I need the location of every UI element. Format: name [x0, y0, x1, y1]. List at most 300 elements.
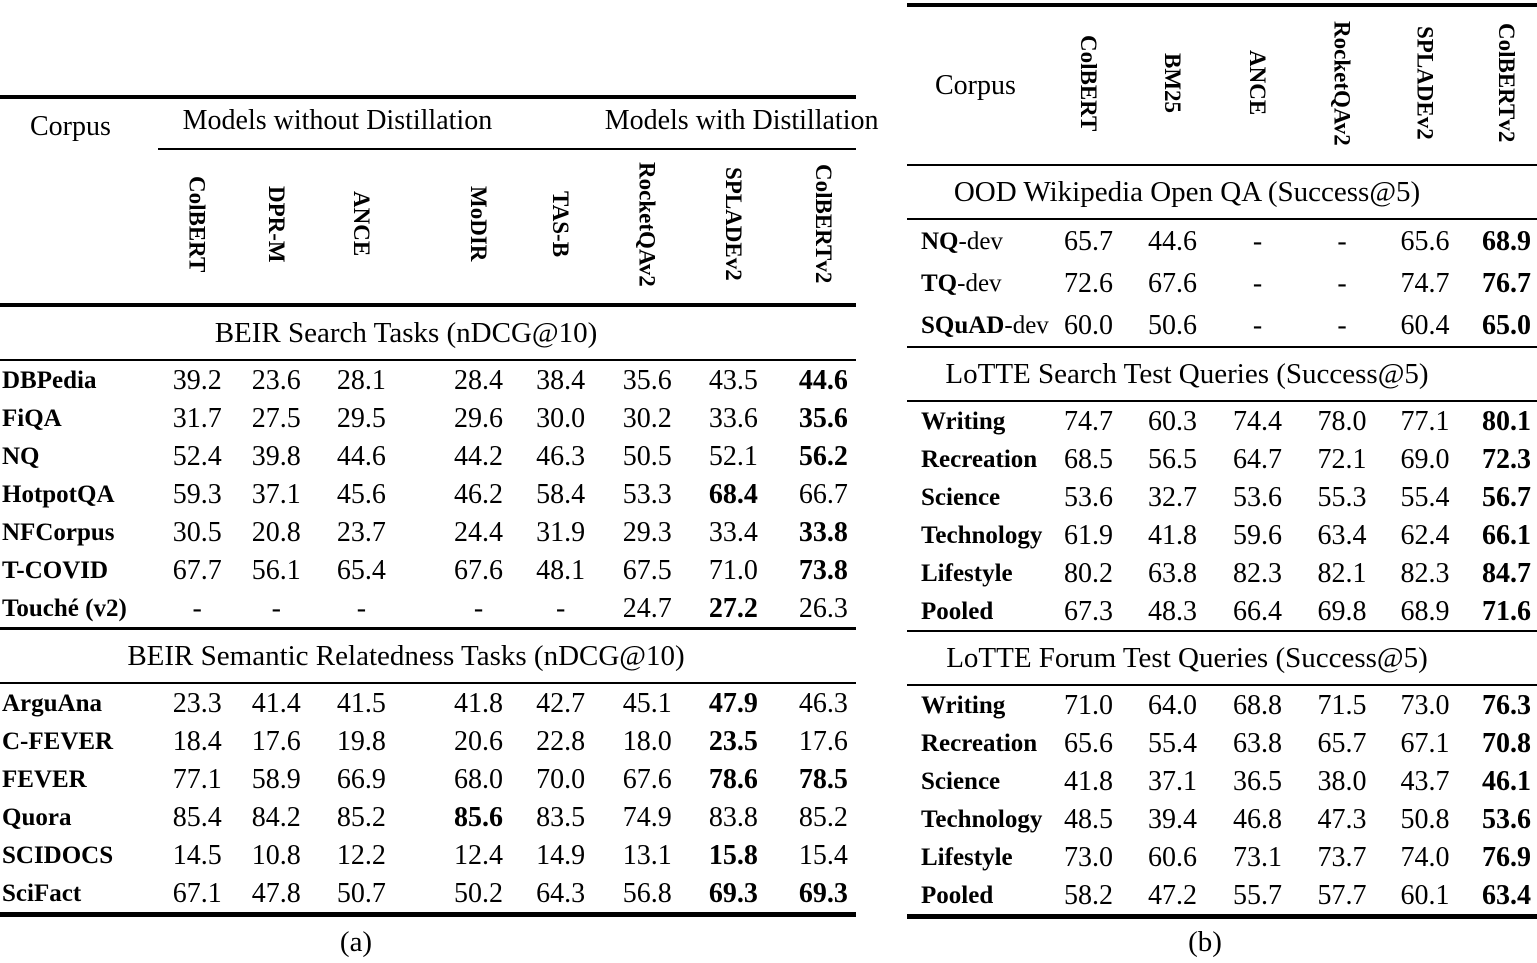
value-cell: 38.0: [1317, 765, 1367, 797]
value-cell: -: [1337, 309, 1347, 341]
value-cell: 60.4: [1400, 309, 1450, 341]
value-cell: 58.4: [536, 478, 586, 510]
value-cell: 58.9: [251, 763, 301, 795]
value-cell: 73.0: [1064, 841, 1113, 873]
value-cell: 23.5: [708, 725, 758, 757]
value-cell: 63.8: [1233, 727, 1282, 759]
table-row: [907, 440, 1537, 478]
value-cell: 71.6: [1482, 595, 1531, 627]
value-cell: 56.2: [798, 440, 848, 472]
value-cell: 17.6: [798, 725, 848, 757]
value-cell: 30.2: [622, 402, 672, 434]
value-cell: 70.8: [1482, 727, 1531, 759]
value-cell: 83.8: [708, 801, 758, 833]
value-cell: 67.6: [453, 554, 503, 586]
row-label: C-FEVER: [2, 727, 114, 755]
value-cell: 61.9: [1064, 519, 1113, 551]
row-label: T-COVID: [2, 556, 109, 584]
value-cell: 82.3: [1400, 557, 1450, 589]
table-row: [0, 475, 856, 513]
value-cell: 66.7: [798, 478, 848, 510]
value-cell: 73.7: [1317, 841, 1367, 873]
value-cell: 13.1: [622, 839, 672, 871]
row-label: [907, 304, 1047, 347]
value-cell: 74.4: [1233, 405, 1282, 437]
model-column-label: RocketQAv2: [634, 161, 660, 287]
value-cell: 85.2: [336, 801, 386, 833]
value-cell: 68.9: [1482, 225, 1531, 257]
value-cell: 50.7: [336, 877, 386, 909]
value-cell: 64.7: [1233, 443, 1282, 475]
row-label: Recreation: [921, 729, 1038, 757]
value-cell: 39.4: [1148, 803, 1197, 835]
value-cell: 45.6: [336, 478, 386, 510]
value-cell: 44.6: [336, 440, 386, 472]
model-column-label: SPLADEv2: [720, 167, 746, 281]
group-header: Models with Distillation: [605, 99, 856, 149]
value-cell: 55.7: [1233, 879, 1282, 911]
row-label: NQ: [2, 442, 40, 470]
value-cell: 14.9: [536, 839, 586, 871]
value-cell: 63.4: [1482, 879, 1531, 911]
value-cell: 23.3: [172, 687, 222, 719]
value-cell: 20.6: [453, 725, 503, 757]
value-cell: 66.1: [1482, 519, 1531, 551]
value-cell: 74.0: [1400, 841, 1450, 873]
value-cell: 76.3: [1482, 689, 1531, 721]
table-row: [0, 513, 856, 551]
row-label: Pooled: [921, 597, 994, 625]
value-cell: 48.3: [1148, 595, 1197, 627]
model-column-header: [1466, 7, 1537, 165]
results-table-a: [0, 95, 879, 917]
model-column-header: [1384, 7, 1466, 165]
value-cell: 15.4: [798, 839, 848, 871]
value-cell: 20.8: [251, 516, 301, 548]
value-cell: 24.7: [622, 592, 672, 624]
row-label-bold: SQuAD: [921, 311, 1005, 339]
model-column-header: [777, 149, 856, 305]
table-row: [0, 760, 856, 798]
value-cell: 44.6: [1148, 225, 1197, 257]
section-title-row: [0, 305, 856, 360]
row-label: SciFact: [2, 879, 82, 907]
table-row: [907, 762, 1537, 800]
value-cell: 47.8: [251, 877, 301, 909]
value-cell: 27.2: [708, 592, 758, 624]
table-row: [907, 685, 1537, 724]
section-title: OOD Wikipedia Open QA (Success@5): [907, 165, 1537, 219]
value-cell: 24.4: [453, 516, 503, 548]
value-cell: 31.7: [172, 402, 222, 434]
value-cell: 31.9: [536, 516, 586, 548]
row-label: NFCorpus: [2, 518, 115, 546]
value-cell: 55.4: [1148, 727, 1197, 759]
value-cell: 14.5: [172, 839, 222, 871]
value-cell: 50.6: [1148, 309, 1197, 341]
value-cell: 10.8: [251, 839, 301, 871]
model-header-row: [907, 7, 1537, 165]
corpus-column-header: Corpus: [30, 111, 111, 142]
table-row: [0, 836, 856, 874]
model-column-label: ColBERTv2: [1494, 23, 1519, 143]
value-cell: 46.2: [453, 478, 503, 510]
beir-results-table: [0, 99, 879, 912]
section-title: BEIR Semantic Relatedness Tasks (nDCG@10): [0, 629, 856, 684]
value-cell: 67.1: [1400, 727, 1450, 759]
row-label: Lifestyle: [921, 559, 1013, 587]
value-cell: 26.3: [798, 592, 848, 624]
model-column-header: [690, 149, 777, 305]
value-cell: -: [271, 592, 281, 624]
table-row: [0, 399, 856, 437]
group-header: Models without Distillation: [158, 99, 605, 149]
row-label: Recreation: [921, 445, 1038, 473]
value-cell: 65.7: [1064, 225, 1113, 257]
value-cell: 55.4: [1400, 481, 1450, 513]
value-cell: 41.8: [453, 687, 503, 719]
table-row: [907, 516, 1537, 554]
model-column-label: ColBERTv2: [810, 164, 836, 284]
value-cell: 23.6: [251, 364, 301, 396]
table-row: [907, 554, 1537, 592]
value-cell: -: [192, 592, 202, 624]
value-cell: 65.7: [1317, 727, 1367, 759]
row-label: Pooled: [921, 881, 994, 909]
value-cell: 65.4: [336, 554, 386, 586]
value-cell: 67.5: [622, 554, 672, 586]
row-label: Quora: [2, 803, 72, 831]
value-cell: 68.0: [453, 763, 503, 795]
value-cell: 68.9: [1400, 595, 1450, 627]
value-cell: 60.0: [1064, 309, 1113, 341]
value-cell: 23.7: [336, 516, 386, 548]
value-cell: 50.8: [1400, 803, 1450, 835]
value-cell: 19.8: [336, 725, 386, 757]
value-cell: 77.1: [1400, 405, 1450, 437]
row-label: Science: [921, 767, 1001, 795]
value-cell: 65.6: [1400, 225, 1450, 257]
value-cell: 65.0: [1482, 309, 1531, 341]
model-column-label: DPR-M: [263, 185, 289, 263]
row-label: Science: [921, 483, 1001, 511]
caption-a: (a): [339, 926, 373, 958]
row-label: [907, 262, 1047, 304]
row-label: ArguAna: [2, 689, 103, 717]
value-cell: -: [1337, 225, 1347, 257]
model-column-header: [517, 149, 605, 305]
section-title: LoTTE Search Test Queries (Success@5): [907, 347, 1537, 401]
value-cell: 76.9: [1482, 841, 1531, 873]
value-cell: 84.2: [251, 801, 301, 833]
value-cell: 58.2: [1064, 879, 1113, 911]
row-label: [907, 219, 1047, 262]
value-cell: 36.5: [1233, 765, 1282, 797]
value-cell: 33.4: [708, 516, 758, 548]
value-cell: 72.3: [1482, 443, 1531, 475]
caption-b: (b): [1188, 926, 1222, 958]
model-column-label: MoDIR: [465, 186, 491, 262]
value-cell: 46.8: [1233, 803, 1282, 835]
value-cell: 44.2: [453, 440, 503, 472]
value-cell: 32.7: [1148, 481, 1197, 513]
value-cell: 56.5: [1148, 443, 1197, 475]
header-group-row: [0, 99, 856, 149]
row-label: Writing: [921, 691, 1006, 719]
value-cell: 74.9: [622, 801, 672, 833]
value-cell: -: [356, 592, 367, 624]
value-cell: 44.6: [798, 364, 848, 396]
value-cell: 72.1: [1317, 443, 1367, 475]
row-label-suffix: -dev: [957, 269, 1002, 297]
value-cell: -: [1337, 267, 1347, 299]
value-cell: 33.8: [798, 516, 848, 548]
value-cell: -: [473, 592, 484, 624]
row-label: HotpotQA: [2, 480, 115, 508]
value-cell: 52.4: [172, 440, 222, 472]
value-cell: 12.2: [336, 839, 386, 871]
value-cell: 65.6: [1064, 727, 1113, 759]
value-cell: 82.3: [1233, 557, 1282, 589]
table-row: [907, 592, 1537, 631]
value-cell: 85.4: [172, 801, 222, 833]
value-cell: 47.2: [1148, 879, 1197, 911]
table-row: [0, 551, 856, 589]
value-cell: 73.8: [798, 554, 848, 586]
section-title: BEIR Search Tasks (nDCG@10): [0, 305, 856, 360]
value-cell: 85.6: [453, 801, 503, 833]
row-label: FiQA: [2, 404, 62, 432]
results-table-b: [907, 3, 1537, 919]
table-row: [907, 800, 1537, 838]
value-cell: 60.1: [1400, 879, 1450, 911]
value-cell: 50.5: [622, 440, 672, 472]
value-cell: 60.6: [1148, 841, 1197, 873]
table-row: [0, 798, 856, 836]
corpus-column-header: Corpus: [907, 7, 1047, 165]
value-cell: 37.1: [251, 478, 301, 510]
value-cell: 38.4: [536, 364, 586, 396]
table-row: [0, 722, 856, 760]
value-cell: 78.5: [798, 763, 848, 795]
value-cell: 62.4: [1400, 519, 1450, 551]
row-label: DBPedia: [2, 366, 97, 394]
value-cell: 68.5: [1064, 443, 1113, 475]
value-cell: 47.9: [708, 687, 758, 719]
value-cell: 46.3: [798, 687, 848, 719]
value-cell: 41.5: [336, 687, 386, 719]
value-cell: 28.1: [336, 364, 386, 396]
value-cell: 30.5: [172, 516, 222, 548]
value-cell: 41.8: [1148, 519, 1197, 551]
section-title-row: [907, 631, 1537, 685]
model-column-label: ColBERT: [184, 175, 210, 273]
value-cell: 43.5: [708, 364, 758, 396]
model-column-label: SPLADEv2: [1412, 26, 1438, 140]
value-cell: 67.7: [172, 554, 222, 586]
value-cell: 63.8: [1148, 557, 1197, 589]
model-column-label: TAS-B: [548, 190, 574, 258]
table-row: [907, 219, 1537, 262]
table-row: [907, 876, 1537, 914]
value-cell: 28.4: [453, 364, 503, 396]
value-cell: 52.1: [708, 440, 758, 472]
table-row: [907, 304, 1537, 347]
value-cell: 37.1: [1148, 765, 1197, 797]
table-row: [0, 437, 856, 475]
value-cell: 83.5: [536, 801, 586, 833]
value-cell: 30.0: [536, 402, 586, 434]
row-label-suffix: -dev: [1004, 311, 1049, 339]
value-cell: 67.6: [622, 763, 672, 795]
value-cell: 56.8: [622, 877, 672, 909]
value-cell: 66.9: [336, 763, 386, 795]
value-cell: 59.6: [1233, 519, 1282, 551]
table-row: [907, 478, 1537, 516]
row-label: Writing: [921, 407, 1006, 435]
value-cell: 35.6: [798, 402, 848, 434]
value-cell: 59.3: [172, 478, 222, 510]
row-label: FEVER: [2, 765, 87, 793]
value-cell: 18.4: [172, 725, 222, 757]
value-cell: 18.0: [622, 725, 672, 757]
value-cell: 60.3: [1148, 405, 1197, 437]
value-cell: 71.5: [1317, 689, 1367, 721]
model-column-label: ANCE: [1245, 50, 1270, 116]
value-cell: 27.5: [251, 402, 301, 434]
value-cell: 64.0: [1148, 689, 1197, 721]
value-cell: 12.4: [453, 839, 503, 871]
model-column-header: [1130, 7, 1215, 165]
model-column-label: BM25: [1160, 52, 1185, 114]
value-cell: 80.1: [1482, 405, 1531, 437]
value-cell: 80.2: [1064, 557, 1113, 589]
value-cell: 50.2: [453, 877, 503, 909]
row-label-bold: TQ: [921, 269, 958, 297]
section-title-row: [907, 165, 1537, 219]
value-cell: 48.1: [536, 554, 586, 586]
model-column-header: [1300, 7, 1384, 165]
value-cell: 84.7: [1482, 557, 1531, 589]
section-title: LoTTE Forum Test Queries (Success@5): [907, 631, 1537, 685]
row-label: Lifestyle: [921, 843, 1013, 871]
table-row: [907, 401, 1537, 440]
value-cell: 73.0: [1400, 689, 1450, 721]
value-cell: 82.1: [1317, 557, 1367, 589]
row-label-suffix: -dev: [958, 227, 1003, 255]
value-cell: 63.4: [1317, 519, 1367, 551]
value-cell: 46.1: [1482, 765, 1531, 797]
lotte-results-table: [907, 7, 1537, 914]
value-cell: 45.1: [622, 687, 672, 719]
value-cell: 67.1: [172, 877, 222, 909]
table-row: [907, 724, 1537, 762]
value-cell: 70.0: [536, 763, 586, 795]
value-cell: 68.8: [1233, 689, 1282, 721]
value-cell: 76.7: [1482, 267, 1531, 299]
model-column-header: [605, 149, 690, 305]
row-label: Technology: [921, 521, 1043, 549]
model-column-header: [158, 149, 236, 305]
value-cell: 41.4: [251, 687, 301, 719]
row-label: SCIDOCS: [2, 841, 114, 869]
section-title-row: [907, 347, 1537, 401]
value-cell: 68.4: [708, 478, 758, 510]
value-cell: -: [1252, 309, 1263, 341]
value-cell: 77.1: [172, 763, 222, 795]
value-cell: 43.7: [1400, 765, 1450, 797]
row-label: Touché (v2): [2, 594, 127, 622]
model-column-header: [236, 149, 316, 305]
value-cell: 53.6: [1482, 803, 1531, 835]
table-row: [907, 838, 1537, 876]
value-cell: 74.7: [1400, 267, 1450, 299]
model-column-header: [1047, 7, 1130, 165]
model-column-header: [316, 149, 406, 305]
value-cell: 71.0: [708, 554, 758, 586]
value-cell: 15.8: [708, 839, 758, 871]
value-cell: 69.0: [1400, 443, 1450, 475]
model-column-header: [1215, 7, 1300, 165]
value-cell: 46.3: [536, 440, 586, 472]
value-cell: 53.3: [622, 478, 672, 510]
table-row: [0, 683, 856, 722]
value-cell: 47.3: [1317, 803, 1367, 835]
value-cell: 33.6: [708, 402, 758, 434]
value-cell: 67.3: [1064, 595, 1113, 627]
value-cell: 74.7: [1064, 405, 1113, 437]
value-cell: 39.8: [251, 440, 301, 472]
value-cell: 78.6: [708, 763, 758, 795]
value-cell: 73.1: [1233, 841, 1282, 873]
table-row: [0, 360, 856, 399]
value-cell: 57.7: [1317, 879, 1367, 911]
value-cell: 69.3: [798, 877, 848, 909]
value-cell: 56.7: [1482, 481, 1531, 513]
value-cell: 66.4: [1233, 595, 1282, 627]
value-cell: 22.8: [536, 725, 586, 757]
value-cell: 29.3: [622, 516, 672, 548]
value-cell: 71.0: [1064, 689, 1113, 721]
model-column-label: RocketQAv2: [1329, 20, 1355, 146]
value-cell: 55.3: [1317, 481, 1367, 513]
value-cell: 29.6: [453, 402, 503, 434]
table-row: [0, 874, 856, 912]
row-label: Technology: [921, 805, 1043, 833]
value-cell: -: [1252, 267, 1263, 299]
value-cell: 17.6: [251, 725, 301, 757]
value-cell: 72.6: [1064, 267, 1113, 299]
value-cell: 29.5: [336, 402, 386, 434]
value-cell: 39.2: [172, 364, 222, 396]
table-row: [907, 262, 1537, 304]
value-cell: 53.6: [1064, 481, 1113, 513]
value-cell: 56.1: [251, 554, 301, 586]
table-row: [0, 589, 856, 629]
value-cell: 41.8: [1064, 765, 1113, 797]
value-cell: 53.6: [1233, 481, 1282, 513]
value-cell: 78.0: [1317, 405, 1367, 437]
model-column-header: [406, 149, 516, 305]
value-cell: 42.7: [536, 687, 586, 719]
value-cell: 35.6: [622, 364, 672, 396]
row-label-bold: NQ: [921, 227, 959, 255]
model-column-label: ColBERT: [1076, 34, 1101, 132]
value-cell: -: [1252, 225, 1263, 257]
value-cell: 64.3: [536, 877, 586, 909]
value-cell: 69.3: [708, 877, 758, 909]
value-cell: 85.2: [798, 801, 848, 833]
